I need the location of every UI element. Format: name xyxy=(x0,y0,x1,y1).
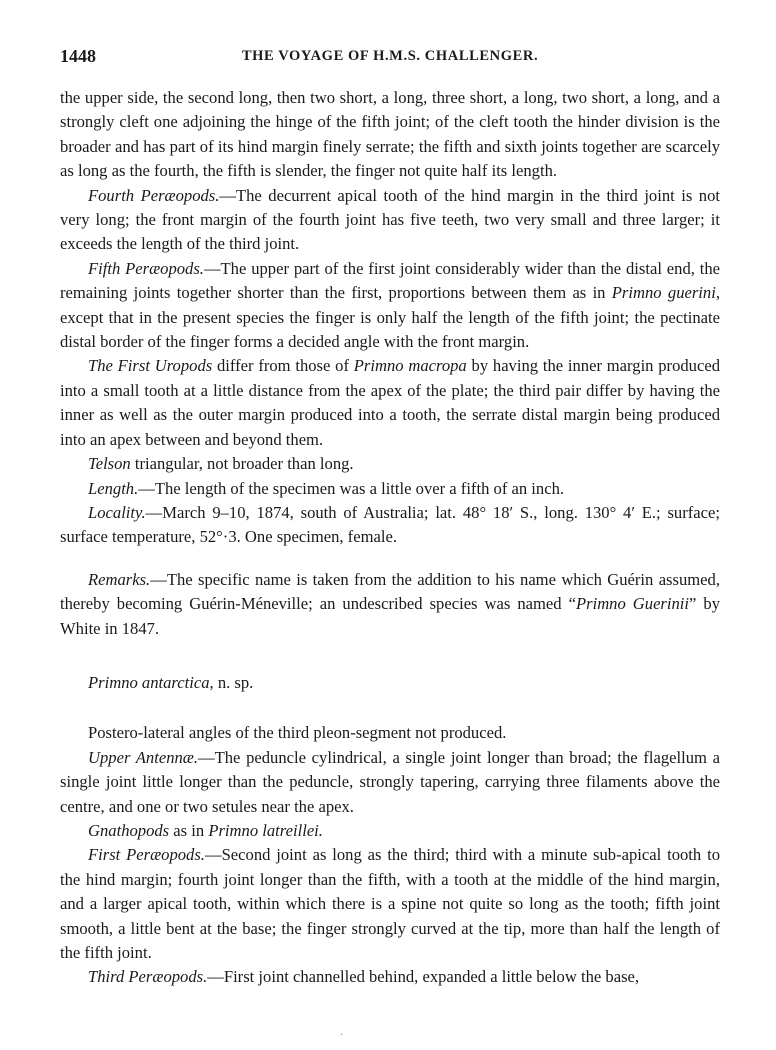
section-heading: The First Uropods xyxy=(88,356,213,376)
paragraph-pleon: Postero-lateral angles of the third pleon-segment not produced. xyxy=(88,723,507,743)
section-heading: Fifth Peræopods. xyxy=(88,258,204,278)
paragraph-length: Length.—The length of the specimen was a little over a fifth of an inch. xyxy=(88,478,565,498)
section-heading: Telson xyxy=(88,454,131,474)
paragraph-continuation: the upper side, the second long, then two short, a long, three short, a long, two short, a long, and a strongly cleft one adjoining the hinge of the fifth joint; of the cleft tooth the hinder division is the broader and has part of its hind margin finely serrate; the fifth and sixth joints together are scarcely as long as the fourth, the fifth is slender, the finger not quite half its length. xyxy=(60,88,720,181)
paragraph-fourth-peraeopods: Fourth Peræopods.—The decurrent apical tooth of the hind margin in the third joint is not very long; the front margin of the fourth joint has five teeth, two very small and three larger; it exceeds the length of the third joint. xyxy=(60,185,720,254)
section-heading: Length. xyxy=(88,478,139,498)
paragraph-first-peraeopods: First Peræopods.—Second joint as long as the third; third with a minute sub-apical tooth to the hind margin; fourth joint longer than the fifth, with a tooth at the middle of the hind margin, and a larger apical tooth, within which there is a spine not quite so long as the tooth; fifth joint smooth, a little bent at the base; the finger strongly curved at the tip, more than half the length of the fifth joint. xyxy=(60,845,720,962)
paragraph-gnathopods: Gnathopods as in Primno latreillei. xyxy=(88,820,323,840)
species-name: Primno guerini xyxy=(611,283,716,303)
section-heading: Locality. xyxy=(88,502,146,522)
page-header xyxy=(60,46,720,70)
page-number: 1448 xyxy=(60,46,96,66)
species-name: Primno latreillei. xyxy=(208,820,323,840)
body-text xyxy=(60,86,720,990)
species-heading: Primno antarctica, n. sp. xyxy=(88,672,254,692)
species-name: Primno macropa xyxy=(353,356,467,376)
paragraph-remarks: Remarks.—The specific name is taken from the addition to his name which Guérin assumed, thereby becoming Guérin-Méneville; an undescribed species was named “Primno Guerinii” by White in 1847. xyxy=(60,569,720,638)
scan-mark: · xyxy=(340,1030,344,1041)
section-heading: Third Peræopods. xyxy=(88,967,208,987)
paragraph-upper-antennae: Upper Antennæ.—The peduncle cylindrical, a single joint longer than broad; the flagellum a single joint little longer than the peduncle, strongly tapering, carrying three filaments above the centre, and one or two setules near the apex. xyxy=(60,747,720,816)
section-heading: Upper Antennæ. xyxy=(88,747,199,767)
species-name: Primno Guerinii xyxy=(575,594,690,614)
section-heading: First Peræopods. xyxy=(88,845,205,865)
paragraph-first-uropods: The First Uropods differ from those of Primno macropa by having the inner margin produced into a small tooth at a little distance from the apex of the plate; the third pair differ by having the inner as well as the outer margin produced into a tooth, the serrate distal margin being produced into an apex between and beyond them. xyxy=(60,356,720,449)
paragraph-telson: Telson triangular, not broader than long. xyxy=(88,454,354,474)
running-title: THE VOYAGE OF H.M.S. CHALLENGER. xyxy=(241,48,539,64)
section-heading: Fourth Peræopods. xyxy=(88,185,220,205)
section-heading: Remarks. xyxy=(88,569,151,589)
paragraph-locality: Locality.—March 9–10, 1874, south of Australia; lat. 48° 18′ S., long. 130° 4′ E.; surface; surface temperature, 52°·3. One specimen, female. xyxy=(60,502,720,547)
section-heading: Gnathopods xyxy=(88,820,170,840)
paragraph-third-peraeopods: Third Peræopods.—First joint channelled behind, expanded a little below the base, xyxy=(88,967,640,987)
paragraph-fifth-peraeopods: Fifth Peræopods.—The upper part of the first joint considerably wider than the distal end, the remaining joints together shorter than the first, proportions between them as in Primno guerini, except that in the present species the finger is only half the length of the fifth joint; the pectinate distal border of the finger forms a decided angle with the front margin. xyxy=(60,258,721,352)
